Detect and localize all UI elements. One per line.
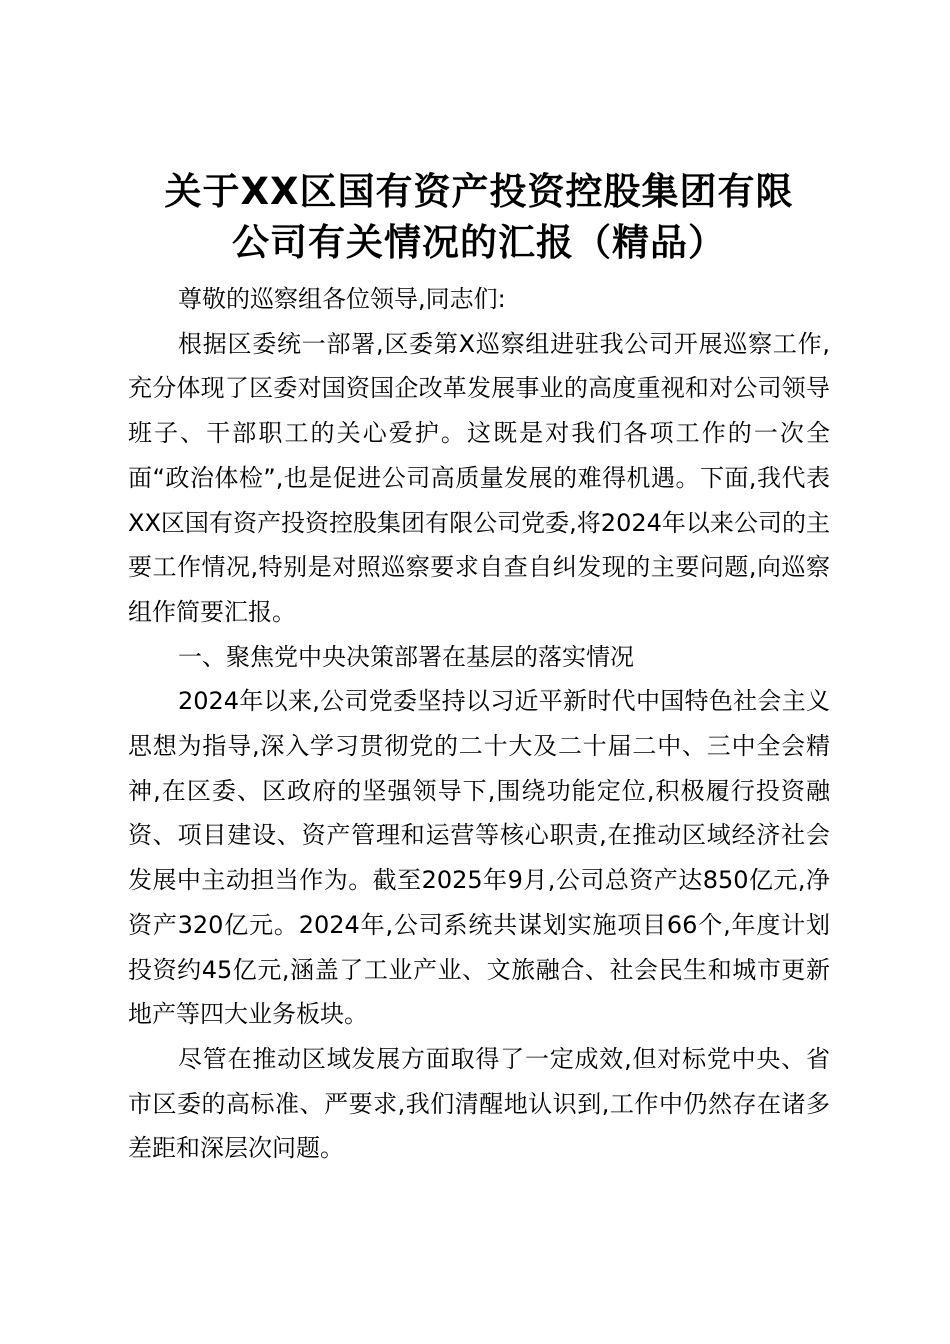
intro-paragraph: 根据区委统一部署,区委第X巡察组进驻我公司开展巡察工作,充分体现了区委对国资国企改革发展事业的高度重视和对公司领导班子、干部职工的关心爱护。这既是对我们各项工作的一次全面“政治体检”,也是促进公司高质量发展的难得机遇。下面,我代表XX区国有资产投资控股集团有限公司党委,将2024年以来公司的主要工作情况,特别是对照巡察要求自查自纠发现的主要问题,向巡察组作简要汇报。 — [128, 329, 830, 626]
section-heading-1: 一、聚焦党中央决策部署在基层的落实情况 — [178, 642, 634, 671]
section-1-paragraph: 2024年以来,公司党委坚持以习近平新时代中国特色社会主义思想为指导,深入学习贯彻党的二十大及二十届二中、三中全会精神,在区委、区政府的坚强领导下,围绕功能定位,积极履行投资融资、项目建设、资产管理和运营等核心职责,在推动区域经济社会发展中主动担当作为。截至2025年9月,公司总资产达850亿元,净资产320亿元。2024年,公司系统共谋划实施项目66个,年度计划投资约45亿元,涵盖了工业产业、文旅融合、社会民生和城市更新地产等四大业务板块。 — [128, 687, 830, 1029]
document-body — [128, 277, 830, 1171]
document-title — [128, 166, 830, 268]
salutation-paragraph: 尊敬的巡察组各位领导,同志们: — [178, 285, 506, 313]
title-line-2: 公司有关情况的汇报（精品） — [232, 221, 726, 264]
problems-intro-paragraph: 尽管在推动区域发展方面取得了一定成效,但对标党中央、省市区委的高标准、严要求,我们清醒地认识到,工作中仍然存在诸多差距和深层次问题。 — [128, 1044, 830, 1163]
title-line-1: 关于XX区国有资产投资控股集团有限 — [164, 170, 794, 213]
